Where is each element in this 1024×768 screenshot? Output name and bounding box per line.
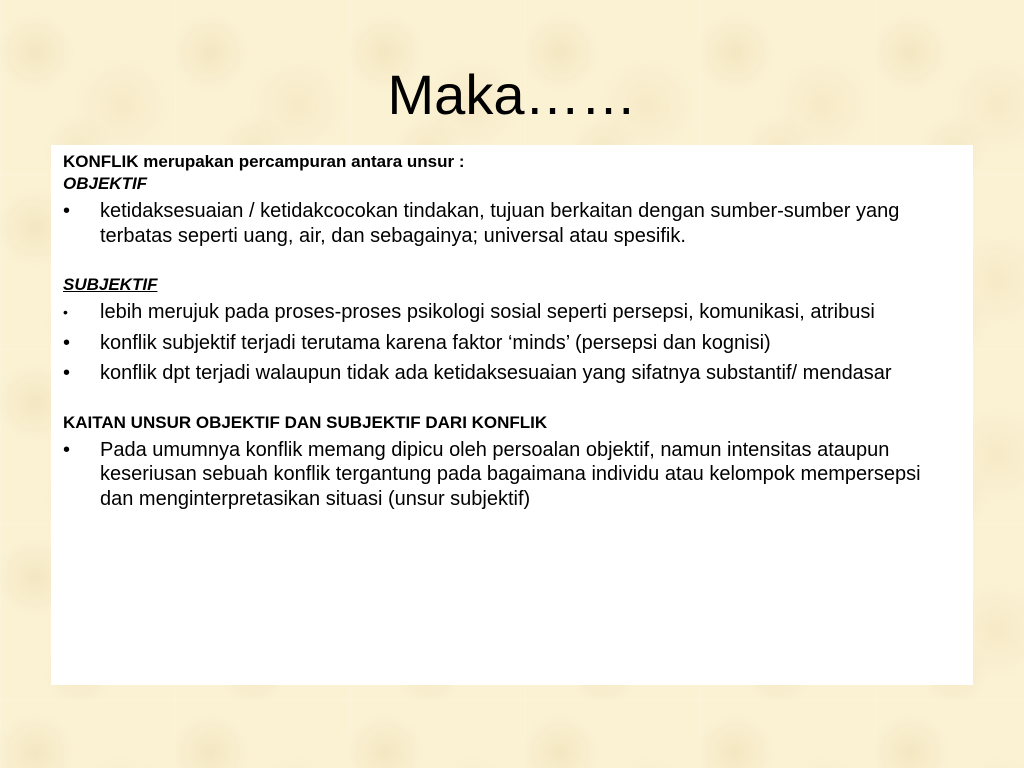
subjektif-heading: SUBJEKTIF	[63, 275, 158, 294]
subjektif-bullet-2	[63, 331, 961, 356]
objektif-heading: OBJEKTIF	[63, 174, 148, 193]
kaitan-bullet-1	[63, 438, 961, 512]
objektif-bullet-1	[63, 199, 961, 248]
bullet-icon: •	[63, 438, 71, 461]
bullet-icon: •	[63, 200, 71, 222]
bullet-icon: •	[63, 331, 71, 354]
bullet-text: konflik dpt terjadi walaupun tidak ada ketidaksesuaian yang sifatnya substantif/ mendasar	[100, 362, 892, 384]
slide-title: Maka……	[387, 63, 637, 126]
bullet-text: ketidaksesuaian / ketidakcocokan tindakan, tujuan berkaitan dengan sumber-sumber yang terbatas seperti uang, air, dan sebagainya; universal atau spesifik.	[100, 200, 900, 247]
subjektif-bullet-3	[63, 361, 961, 386]
subjektif-bullet-1	[63, 300, 961, 325]
bullet-text: Pada umumnya konflik memang dipicu oleh persoalan objektif, namun intensitas ataupun keseriusan sebuah konflik tergantung pada bagaimana individu atau kelompok mempersepsi dan menginterpretasikan situasi (unsur subjektif)	[100, 438, 921, 510]
bullet-text: lebih merujuk pada proses-proses psikologi sosial seperti persepsi, komunikasi, atribusi	[100, 301, 875, 323]
bullet-text: konflik subjektif terjadi terutama karena faktor ‘minds’ (persepsi dan kognisi)	[100, 331, 771, 354]
content-box	[51, 145, 973, 685]
intro-heading: KONFLIK merupakan percampuran antara unsur :	[63, 152, 465, 171]
kaitan-heading: KAITAN UNSUR OBJEKTIF DAN SUBJEKTIF DARI KONFLIK	[63, 412, 548, 432]
bullet-icon: •	[63, 362, 71, 384]
bullet-icon: •	[63, 304, 68, 320]
